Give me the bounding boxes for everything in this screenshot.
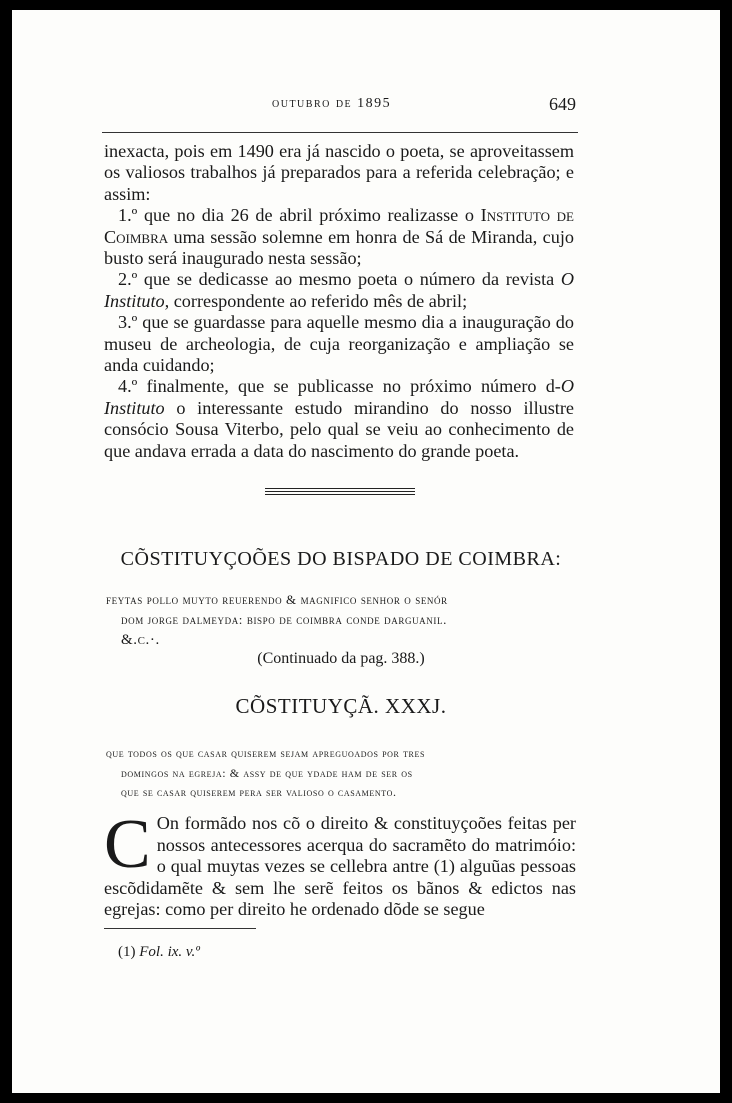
footnote-rule — [104, 928, 256, 929]
subtitle-line-2: dom jorge dalmeyda: bispo de coimbra conde darguanil. — [121, 612, 447, 627]
paragraph-2-start: 1.º que no dia 26 de abril próximo realizasse o — [118, 205, 474, 226]
paragraph-4: 3.º que se guardasse para aquelle mesmo dia a inauguração do museu de archeologia, de cuja reorganização e ampliação se anda cuidando; — [104, 312, 574, 376]
chapter-text — [104, 806, 576, 921]
paragraph-5-start: 4.º finalmente, que se publicasse no próximo número d- — [118, 376, 561, 397]
footnote-text: Fol. ix. v.º — [139, 944, 200, 960]
page — [12, 10, 720, 1093]
summary-line-1: que todos os que casar quiserem sejam apreguoados por tres — [106, 746, 426, 760]
paragraph-2 — [104, 205, 574, 269]
subtitle-line-3: &.c.·. — [121, 632, 160, 648]
page-number: 649 — [549, 94, 576, 114]
section-divider — [265, 488, 415, 495]
paragraph-1: inexacta, pois em 1490 era já nascido o poeta, se aproveitassem os valiosos trabalhos já preparados para a referida celebração; e assim: — [104, 141, 574, 204]
paragraph-3-end: correspondente ao referido mês de abril; — [173, 290, 468, 311]
summary-line-2: domingos na egreja: & assy de que ydade ham de ser os — [121, 765, 413, 780]
institution-name: Instituto de Coimbra — [104, 205, 574, 247]
summary-line-3: que se casar quiserem pera ser valioso o casamento. — [121, 785, 397, 799]
chapter-summary — [106, 744, 576, 803]
footnote-marker: (1) — [118, 944, 136, 960]
drop-cap: C — [104, 806, 151, 883]
main-text — [104, 141, 574, 462]
chapter-title: CÕSTITUYÇÃ. XXXJ. — [235, 694, 447, 718]
subtitle-line-1: feytas pollo muyto reuerendo & magnifico senhor o senór — [106, 592, 448, 607]
running-header — [12, 96, 720, 118]
section-title: CÕSTITUYÇOÕES DO BISPADO DE COIMBRA: — [120, 548, 562, 570]
paragraph-3-start: 2.º que se dedicasse ao mesmo poeta o número da revista — [118, 269, 555, 290]
paragraph-5 — [104, 376, 574, 462]
footnote — [118, 944, 200, 961]
journal-name: O Instituto, — [104, 269, 575, 311]
chapter-paragraph: On formãdo nos cõ o direito & constituyçoões feitas per nossos antecessores acerqua do sacramẽto do matrimóio: o qual muytas vezes se cellebra antre (1) alguũas pessoas escõdidamẽte & sem lhe serẽ feitos os bãnos & edictos nas egrejas: como per direito he ordenado dõde se segue — [104, 813, 576, 920]
continued-note: (Continuado da pag. 388.) — [257, 650, 425, 667]
section-subtitle — [106, 590, 576, 650]
header-rule — [102, 132, 578, 133]
journal-name-2: O Instituto — [104, 376, 574, 418]
paragraph-3 — [104, 269, 574, 312]
paragraph-5-end: o interessante estudo mirandino do nosso illustre consócio Sousa Viterbo, pelo qual se veiu ao conhecimento de que andava errada a data do nascimento do grande poeta. — [104, 397, 574, 461]
running-title: outubro de 1895 — [272, 96, 392, 111]
paragraph-2-end: uma sessão solemne em honra de Sá de Miranda, cujo busto será inaugurado nesta sessão; — [104, 226, 574, 269]
